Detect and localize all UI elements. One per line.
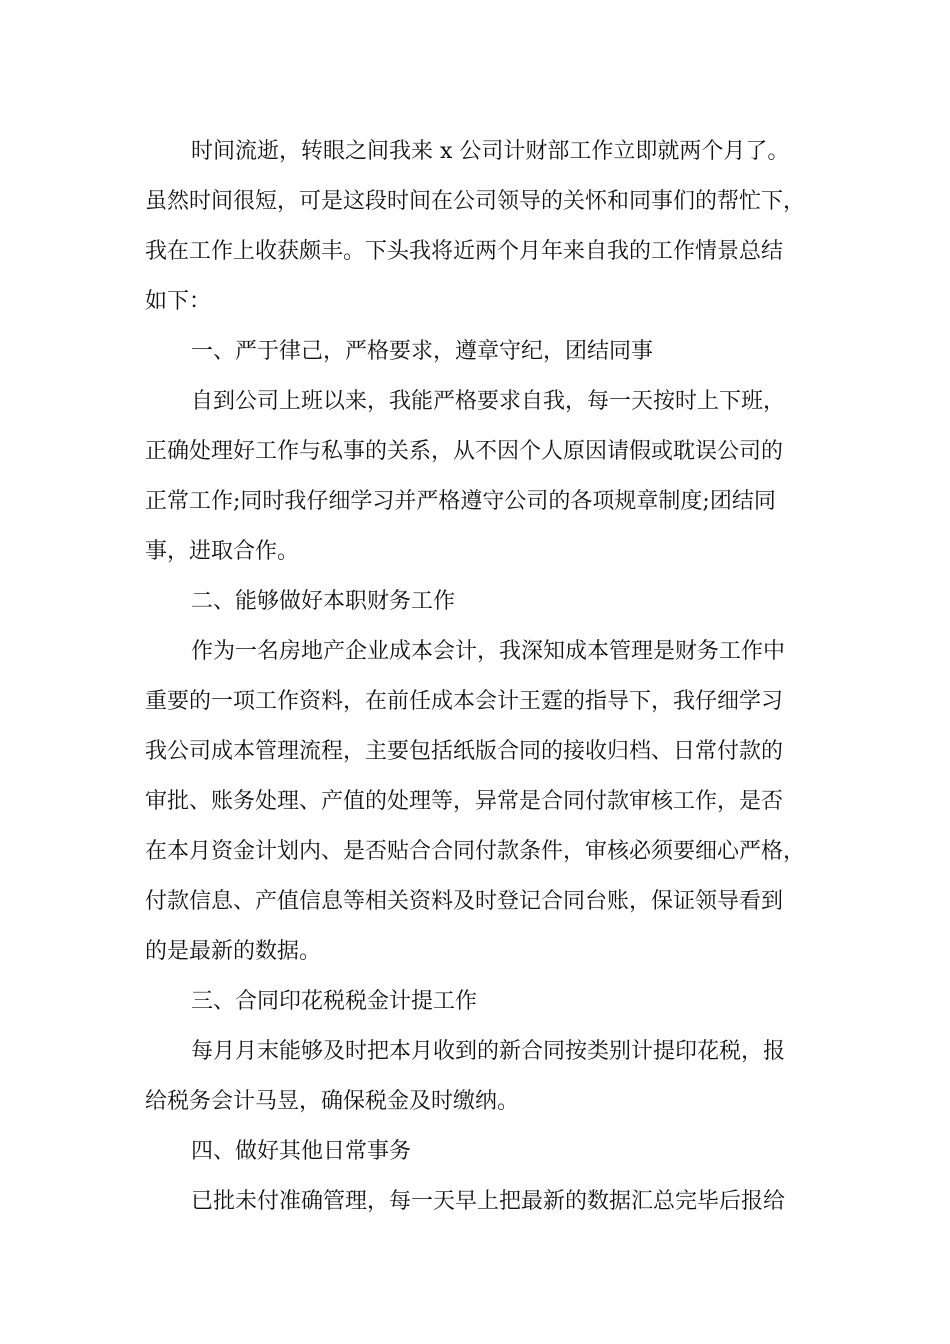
paragraph-line: 我公司成本管理流程，主要包括纸版合同的接收归档、日常付款的 (145, 739, 784, 764)
paragraph-line: 的是最新的数据。 (145, 939, 322, 964)
paragraph-line: 正确处理好工作与私事的关系，从不因个人原因请假或耽误公司的 (145, 439, 784, 464)
paragraph-line: 在本月资金计划内、是否贴合合同付款条件，审核必须要细心严格， (145, 839, 806, 864)
paragraph-line: 我在工作上收获颇丰。下头我将近两个月年来自我的工作情景总结 (145, 239, 784, 264)
paragraph-line: 事，进取合作。 (145, 539, 300, 564)
paragraph-line: 每月月末能够及时把本月收到的新合同按类别计提印花税，报 (191, 1039, 786, 1064)
paragraph-line: 付款信息、产值信息等相关资料及时登记合同台账，保证领导看到 (145, 889, 784, 914)
paragraph-line: 给税务会计马昱，确保税金及时缴纳。 (145, 1089, 520, 1114)
paragraph-line: 作为一名房地产企业成本会计，我深知成本管理是财务工作中 (191, 639, 786, 664)
paragraph-line: 虽然时间很短，可是这段时间在公司领导的关怀和同事们的帮忙下， (145, 189, 806, 214)
paragraph-line: 如下： (145, 289, 212, 314)
paragraph-line: 审批、账务处理、产值的处理等，异常是合同付款审核工作，是否 (145, 789, 784, 814)
section-heading: 三、合同印花税税金计提工作 (191, 989, 478, 1014)
section-heading: 二、能够做好本职财务工作 (191, 589, 456, 614)
paragraph-line: 重要的一项工作资料，在前任成本会计王霆的指导下，我仔细学习 (145, 689, 784, 714)
section-heading: 一、严于律己，严格要求，遵章守纪，团结同事 (191, 339, 654, 364)
paragraph-line: 正常工作;同时我仔细学习并严格遵守公司的各项规章制度;团结同 (145, 489, 776, 514)
section-heading: 四、做好其他日常事务 (191, 1139, 412, 1164)
paragraph-line: 时间流逝，转眼之间我来 x 公司计财部工作立即就两个月了。 (191, 139, 790, 164)
paragraph-line: 自到公司上班以来，我能严格要求自我，每一天按时上下班， (191, 389, 786, 414)
paragraph-line: 已批未付准确管理，每一天早上把最新的数据汇总完毕后报给 (191, 1189, 786, 1214)
